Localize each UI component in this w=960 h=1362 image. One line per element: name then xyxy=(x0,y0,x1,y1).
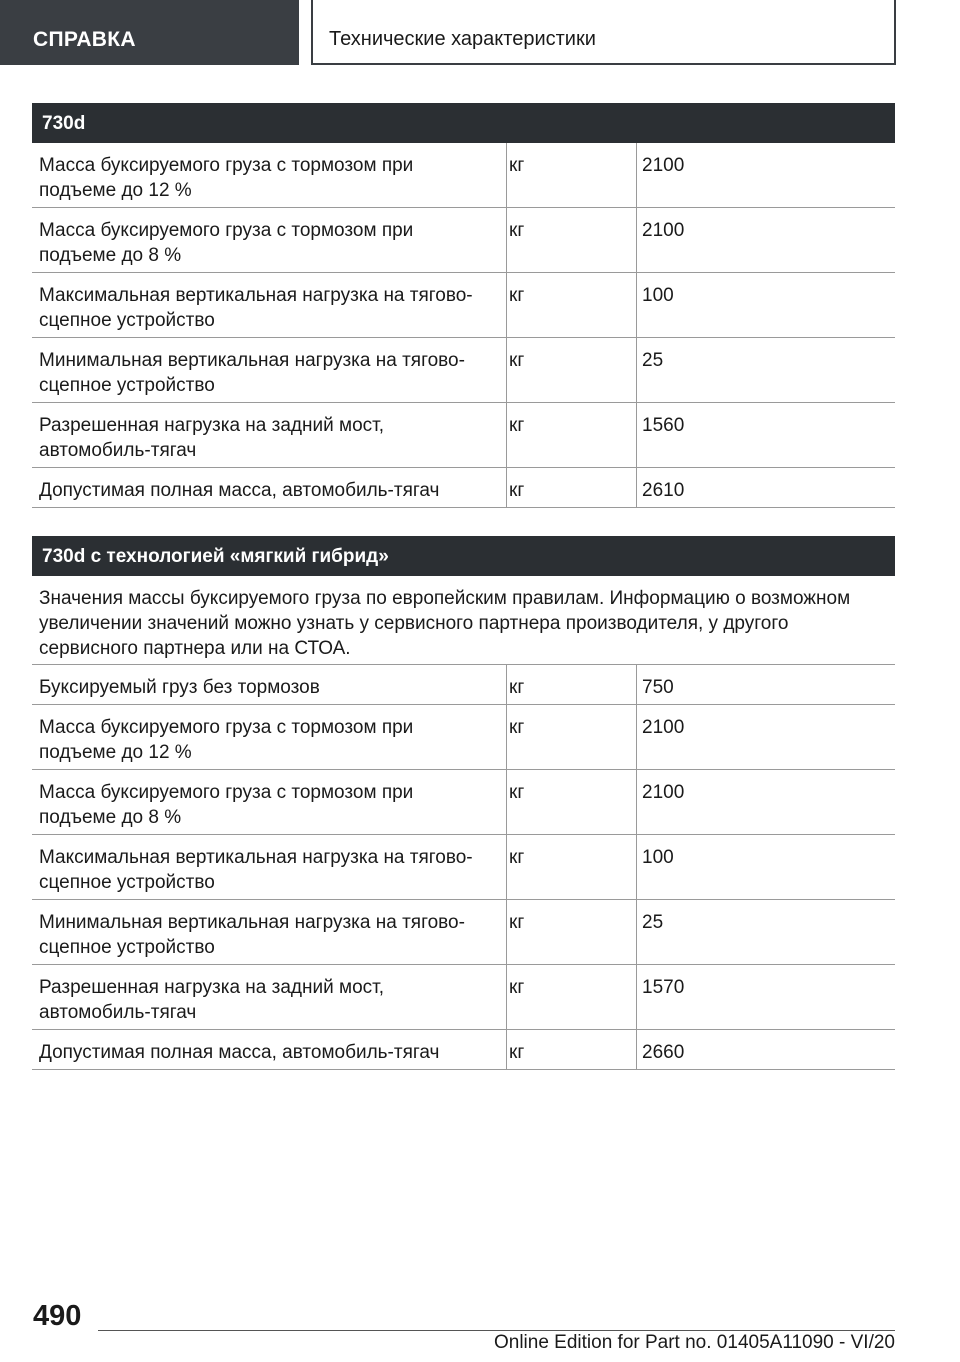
row-value: 750 xyxy=(642,677,674,698)
table-row xyxy=(32,835,895,900)
table-row xyxy=(32,403,895,468)
table-row xyxy=(32,770,895,835)
row-value: 100 xyxy=(642,847,674,868)
row-unit: кг xyxy=(509,350,525,371)
row-value: 2660 xyxy=(642,1042,685,1063)
table-row xyxy=(32,208,895,273)
table-body xyxy=(32,665,895,1070)
table-row xyxy=(32,900,895,965)
row-unit: кг xyxy=(509,155,525,176)
row-label: Максимальная вертикальная нагрузка на тягово-сцепное устройство xyxy=(39,847,473,893)
row-label: Максимальная вертикальная нагрузка на тягово-сцепное устройство xyxy=(39,285,473,331)
row-value: 1570 xyxy=(642,977,685,998)
row-label: Допустимая полная масса, автомобиль-тягач xyxy=(39,1042,440,1063)
table-row xyxy=(32,1030,895,1070)
table-row xyxy=(32,143,895,208)
row-unit: кг xyxy=(509,912,525,933)
table-row xyxy=(32,965,895,1030)
section-note xyxy=(32,576,895,665)
row-value: 2100 xyxy=(642,782,685,803)
note-text: Значения массы буксируемого груза по европейским правилам. Информацию о возможном увеличении значений можно узнать у сервисного партнера производителя, у другого сервисного партнера или на СТОА. xyxy=(39,588,851,659)
table-730d-mild-hybrid xyxy=(32,576,895,1070)
row-unit: кг xyxy=(509,1042,525,1063)
section-730d-title: 730d xyxy=(32,103,895,143)
page-number: 490 xyxy=(33,1300,82,1332)
row-label: Разрешенная нагрузка на задний мост, автомобиль-тягач xyxy=(39,415,385,461)
row-label: Буксируемый груз без тормозов xyxy=(39,677,320,698)
footer-edition: Online Edition for Part no. 01405A11090 - VI/20 xyxy=(493,1332,895,1353)
row-value: 1560 xyxy=(642,415,685,436)
row-unit: кг xyxy=(509,782,525,803)
table-row xyxy=(32,338,895,403)
row-unit: кг xyxy=(509,977,525,998)
row-label: Масса буксируемого груза с тормозом при подъеме до 12 % xyxy=(39,717,414,763)
row-label: Масса буксируемого груза с тормозом при подъеме до 8 % xyxy=(39,220,414,266)
row-unit: кг xyxy=(509,677,525,698)
table-row xyxy=(32,273,895,338)
table-row xyxy=(32,665,895,705)
footer-divider xyxy=(98,1330,895,1331)
row-unit: кг xyxy=(509,285,525,306)
table-730d xyxy=(32,143,895,508)
row-label: Допустимая полная масса, автомобиль-тягач xyxy=(39,480,440,501)
row-label: Минимальная вертикальная нагрузка на тягово-сцепное устройство xyxy=(39,350,465,396)
row-unit: кг xyxy=(509,717,525,738)
row-value: 2100 xyxy=(642,717,685,738)
section-730d-mild-hybrid-title: 730d с технологией «мягкий гибрид» xyxy=(32,536,895,576)
row-unit: кг xyxy=(509,480,525,501)
row-value: 2100 xyxy=(642,220,685,241)
row-value: 100 xyxy=(642,285,674,306)
row-value: 25 xyxy=(642,350,664,371)
table-row xyxy=(32,468,895,508)
row-label: Разрешенная нагрузка на задний мост, автомобиль-тягач xyxy=(39,977,385,1023)
row-value: 2610 xyxy=(642,480,685,501)
header-chapter-title: Технические характеристики xyxy=(311,0,896,65)
row-label: Минимальная вертикальная нагрузка на тягово-сцепное устройство xyxy=(39,912,465,958)
table-row xyxy=(32,705,895,770)
row-unit: кг xyxy=(509,415,525,436)
row-value: 2100 xyxy=(642,155,685,176)
row-unit: кг xyxy=(509,847,525,868)
row-unit: кг xyxy=(509,220,525,241)
row-value: 25 xyxy=(642,912,664,933)
row-label: Масса буксируемого груза с тормозом при подъеме до 12 % xyxy=(39,155,414,201)
row-label: Масса буксируемого груза с тормозом при подъеме до 8 % xyxy=(39,782,414,828)
header-section-tab: СПРАВКА xyxy=(0,0,299,65)
